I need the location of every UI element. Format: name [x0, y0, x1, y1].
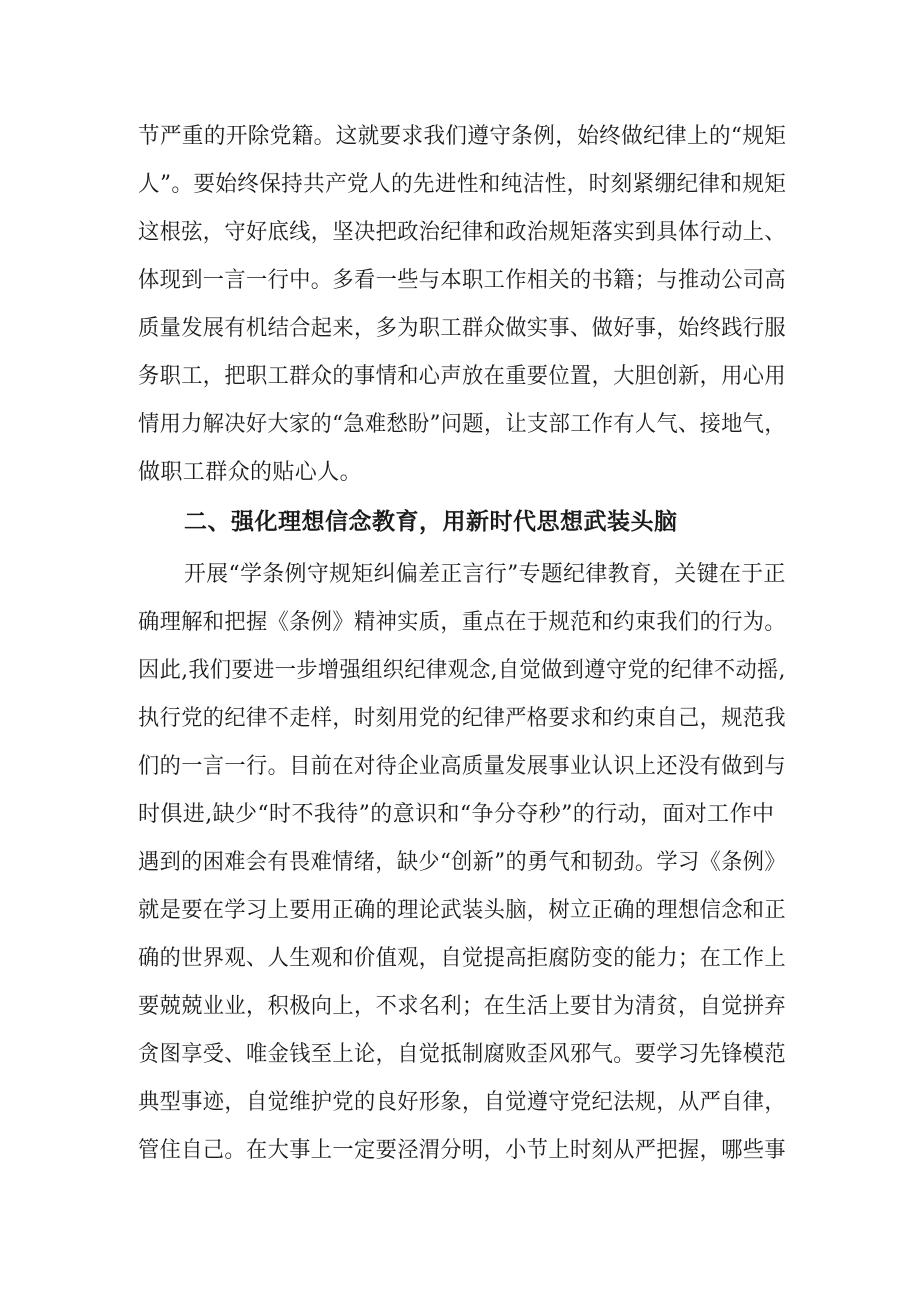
paragraph-line: 体现到一言一行中。多看一些与本职工作相关的书籍；与推动公司高	[138, 268, 787, 293]
paragraph-line: 典型事迹，自觉维护党的良好形象，自觉遵守党纪法规，从严自律，	[138, 1090, 787, 1115]
paragraph-line: 就是要在学习上要用正确的理论武装头脑，树立正确的理想信念和正	[138, 898, 787, 923]
paragraph-line: 这根弦，守好底线，坚决把政治纪律和政治规矩落实到具体行动上、	[138, 220, 787, 245]
paragraph-line: 要兢兢业业，积极向上，不求名利；在生活上要甘为清贫，自觉拼弃	[138, 994, 787, 1019]
paragraph-line: 情用力解决好大家的“急难愁盼”问题，让支部工作有人气、接地气，	[138, 412, 786, 437]
paragraph-line: 人”。要始终保持共产党人的先进性和纯洁性，时刻紧绷纪律和规矩	[138, 172, 787, 197]
paragraph-line: 确理解和把握《条例》精神实质，重点在于规范和约束我们的行为。	[138, 610, 787, 635]
paragraph-line: 节严重的开除党籍。这就要求我们遵守条例，始终做纪律上的“规矩	[138, 124, 787, 149]
paragraph-line: 开展“学条例守规矩纠偏差正言行”专题纪律教育，关键在于正	[184, 562, 786, 587]
paragraph-line: 管住自己。在大事上一定要泾渭分明，小节上时刻从严把握，哪些事	[138, 1138, 787, 1163]
paragraph-line: 质量发展有机结合起来，多为职工群众做实事、做好事，始终践行服	[138, 316, 787, 341]
paragraph-line: 务职工，把职工群众的事情和心声放在重要位置，大胆创新，用心用	[138, 364, 787, 389]
paragraph-line: 遇到的困难会有畏难情绪，缺少“创新”的勇气和韧劲。学习《条例》	[138, 850, 786, 875]
section-heading: 二、强化理想信念教育，用新时代思想武装头脑	[184, 509, 678, 535]
paragraph-line: 们的一言一行。目前在对待企业高质量发展事业认识上还没有做到与	[138, 754, 787, 779]
paragraph-line: 执行党的纪律不走样，时刻用党的纪律严格要求和约束自己，规范我	[138, 706, 787, 731]
paragraph-line: 因此,我们要进一步增强组织纪律观念,自觉做到遵守党的纪律不动摇,	[138, 658, 786, 683]
paragraph-line: 确的世界观、人生观和价值观，自觉提高拒腐防变的能力；在工作上	[138, 946, 787, 971]
paragraph-line: 时俱进,缺少“时不我待”的意识和“争分夺秒”的行动，面对工作中	[138, 802, 775, 827]
paragraph-line: 做职工群众的贴心人。	[138, 460, 363, 485]
paragraph-line: 贪图享受、唯金钱至上论，自觉抵制腐败歪风邪气。要学习先锋模范	[138, 1042, 787, 1067]
